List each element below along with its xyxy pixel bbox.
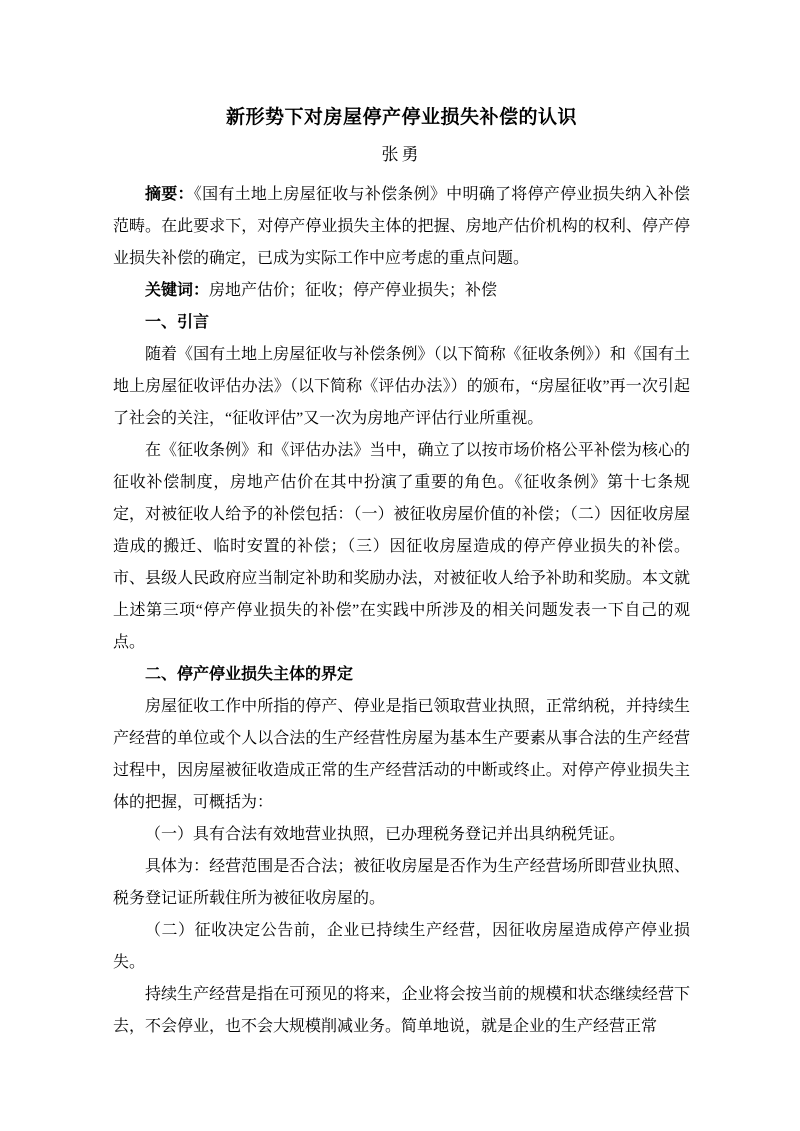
- section-heading-loss-subject: 二、停产停业损失主体的界定: [145, 666, 354, 683]
- paragraph: 在《征收条例》和《评估办法》当中，确立了以按市场价格公平补偿为核心的征收补偿制度，房地产估价在其中扮演了重要的角色。《征收条例》第十七条规定，对被征收人给予的补偿包括：（一）被征收房屋价值的补偿；（二）因征收房屋造成的搬迁、临时安置的补偿；（三）因征收房屋造成的停产停业损失的补偿。市、县级人民政府应当制定补助和奖励办法，对被征收人给予补助和奖励。本文就上述第三项“停产停业损失的补偿”在实践中所涉及的相关问题发表一下自己的观点。: [113, 442, 690, 651]
- paragraph: 具体为：经营范围是否合法；被征收房屋是否作为生产经营场所即营业执照、税务登记证所载住所为被征收房屋的。: [113, 858, 690, 907]
- paragraph: （二）征收决定公告前，企业已持续生产经营，因征收房屋造成停产停业损失。: [113, 922, 690, 971]
- paragraph: 持续生产经营是指在可预见的将来，企业将会按当前的规模和状态继续经营下去，不会停业，也不会大规模削减业务。简单地说，就是企业的生产经营正常: [113, 986, 690, 1035]
- abstract-label: 摘要：: [145, 186, 194, 203]
- keywords-label: 关键词：: [145, 282, 210, 299]
- paragraph: 随着《国有土地上房屋征收与补偿条例》（以下简称《征收条例》）和《国有土地上房屋征收评估办法》（以下简称《评估办法》）的颁布，“房屋征收”再一次引起了社会的关注，“征收评估”又一次为房地产评估行业所重视。: [113, 346, 690, 427]
- author: 张勇: [381, 145, 422, 164]
- keywords-text: 房地产估价；征收；停产停业损失；补偿: [209, 282, 498, 299]
- page-title: 新形势下对房屋停产停业损失补偿的认识: [225, 107, 577, 128]
- abstract-paragraph: [113, 179, 690, 275]
- section-heading-introduction: 一、引言: [145, 314, 210, 331]
- keywords-paragraph: [113, 275, 690, 307]
- abstract-text: 《国有土地上房屋征收与补偿条例》中明确了将停产停业损失纳入补偿范畴。在此要求下，对停产停业损失主体的把握、房地产估价机构的权利、停产停业损失补偿的确定，已成为实际工作中应考虑的重点问题。: [113, 186, 690, 267]
- paragraph: （一）具有合法有效地营业执照，已办理税务登记并出具纳税凭证。: [145, 826, 626, 843]
- paragraph: 房屋征收工作中所指的停产、停业是指已领取营业执照，正常纳税，并持续生产经营的单位或个人以合法的生产经营性房屋为基本生产要素从事合法的生产经营过程中，因房屋被征收造成正常的生产经营活动的中断或终止。对停产停业损失主体的把握，可概括为：: [113, 698, 690, 811]
